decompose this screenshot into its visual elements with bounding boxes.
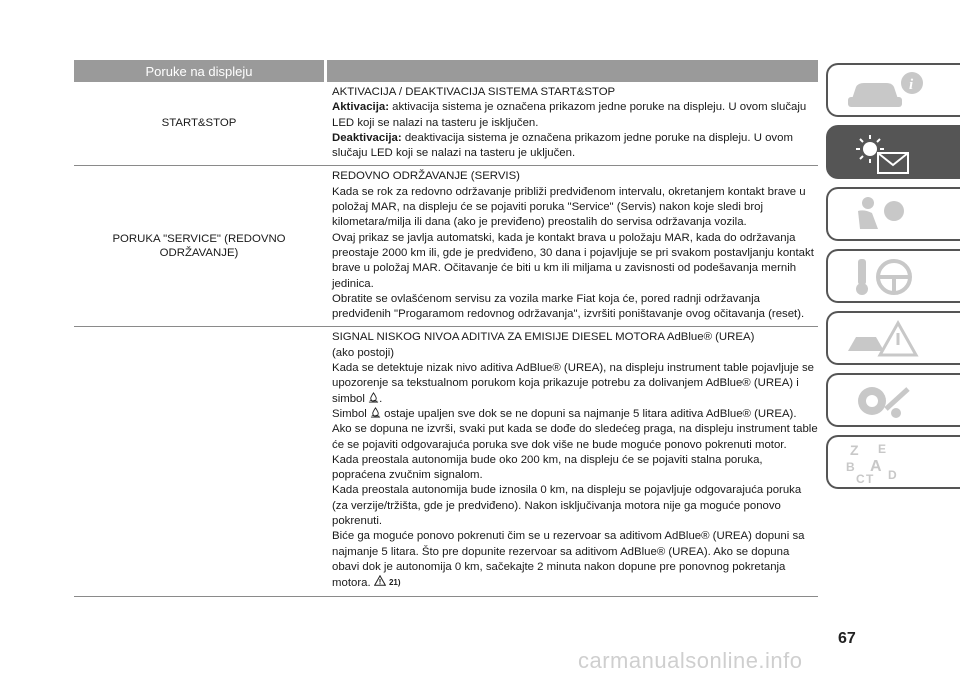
row-label: START&STOP [161,117,237,130]
chapter-tab-safety[interactable] [826,187,960,241]
paragraph: Kada preostala autonomija bude oko 200 km, na displeju će se pojaviti stalna poruka, popraćena zvučnim signalom. [332,453,763,482]
chapter-tab-vehicle[interactable] [826,63,960,117]
page-number: 67 [838,630,856,647]
row-subheading: (ako postoji) [332,346,395,359]
table-row [74,82,818,166]
table-header [74,60,818,82]
key-steering-wheel-icon [842,255,932,299]
row-label [74,327,324,595]
svg-text:Z: Z [850,442,859,458]
chapter-tab-starting[interactable] [826,249,960,303]
chapter-tab-maintenance[interactable] [826,373,960,427]
activation-text: aktivacija sistema je označena prikazom jedne poruke na displeju. U ovom slučaju LED koji se nalazi na tasteru je isključen. [332,101,807,129]
chapter-tab-dashboard[interactable] [826,125,960,179]
paragraph: Ovaj prikaz se javlja automatski, kada je kontakt brava u položaju MAR, kada do održavanja preostaje 2000 km ili, gde je predviđeno, 30 dana i pojavljuje se pri svakom postavljanju kontakt brave u položaj MAR. Očitavanje će biti u km ili miljama u zavisnosti od podešavanja mernih jedinica. [332,231,814,290]
paragraph: ostaje upaljen sve dok se ne dopuni sa najmanje 5 litara aditiva AdBlue® (UREA). Ako se dopuna ne izvrši, svaki put kada se dođe do sledećeg praga, na displeju instrument table će se pojaviti odgovarajuća poruka sve dok više ne bude moguće ponovo pokrenuti motor. [332,407,818,451]
row-heading: AKTIVACIJA / DEAKTIVACIJA SISTEMA START&STOP [332,86,616,98]
paragraph: Biće ga moguće ponovo pokrenuti čim se u rezervoar sa aditivom AdBlue® (UREA) dopuni sa najmanje 5 litara. Što pre dopunite rezervoar sa aditivom AdBlue® (UREA). Ako se dopuna obavi dok je autonomija 0 km, sačekajte 2 minuta nakon dopune pre ponovnog pokretanja motora. [332,530,805,590]
row-description [324,82,818,165]
deactivation-label: Deaktivacija: [332,131,402,144]
car-crash-warning-icon [842,317,932,361]
row-description [324,166,818,326]
row-heading: REDOVNO ODRŽAVANJE (SERVIS) [332,170,520,183]
paragraph: Obratite se ovlašćenom servisu za vozila marke Fiat koja će, pored radnji održavanja predviđenih "Progaramom redovnog održavanja", izvršiti poništavanje ovog očitavanja (reset). [332,292,805,321]
index-letters-icon [842,441,932,485]
table-row [74,166,818,327]
warning-triangle-icon [374,575,386,586]
svg-text:D: D [888,468,897,482]
chapter-tab-index[interactable] [826,435,960,489]
chapter-sidebar [826,63,960,497]
paragraph: Kada preostala autonomija bude iznosila 0 km, na displeju se pojavljuje odgovarajuća poruka (za verzije/tržišta, gde je predviđeno). Nakon isključivanja motora nije ga moguće ponovo pokrenuti. [332,484,802,528]
watermark: carmanualsonline.info [578,648,803,673]
activation-label: Aktivacija: [332,101,389,114]
service-wrench-icon [842,379,932,423]
chapter-tab-emergency[interactable] [826,311,960,365]
seat-airbag-icon [842,193,932,237]
footnote-ref: 21) [388,578,401,588]
row-label: PORUKA "SERVICE" (REDOVNO ODRŽAVANJE) [112,232,286,260]
paragraph: Kada se detektuje nizak nivo aditiva AdBlue® (UREA), na displeju instrument table pojavljuje se upozorenje sa tekstualnom porukom koja prikazuje potrebu za dolivanjem AdBlue® (UREA) i simbol [332,362,815,405]
svg-text:T: T [866,472,874,485]
messages-table [74,82,818,597]
svg-text:E: E [878,442,887,456]
adblue-icon [370,407,381,418]
svg-text:i: i [909,77,914,93]
table-header-blank [327,60,818,82]
deactivation-text: deaktivacija sistema je označena prikazom jedne poruke na displeju. U ovom slučaju LED koji se nalazi na tasteru je uključen. [332,131,793,160]
svg-text:C: C [856,472,865,485]
row-heading: SIGNAL NISKOG NIVOA ADITIVA ZA EMISIJE DIESEL MOTORA AdBlue® (UREA) [332,331,755,344]
paragraph: Kada se rok za redovno održavanje približi predviđenom intervalu, okretanjem kontakt brave u položaj MAR, na displeju će se pojaviti poruka "Service" (Servis) nakon koje sledi broj kilometara/milja ili dana (ako je previđeno) preostalih do servisa održavanja vozila. [332,185,806,229]
svg-text:B: B [846,460,855,474]
table-header-title: Poruke na displeju [74,60,324,82]
warning-light-message-icon [842,131,932,175]
svg-text:A: A [870,458,882,475]
table-row [74,327,818,596]
car-info-icon [842,69,932,113]
adblue-icon [368,392,379,403]
row-description: SIGNAL NISKOG NIVOA ADITIVA ZA EMISIJE DIESEL MOTORA AdBlue® (UREA) (ako postoji) Kada se detektuje nizak nivo aditiva AdBlue® (UREA), na displeju instrument table pojavljuje se upozorenje sa tekstualnom porukom koja prikazuje potrebu za dolivanjem AdBlue® (UREA) i simbol . Simbol ostaje upaljen sve dok se ne dopuni sa najmanje 5 litara aditiva AdBlue® (UREA). Ako se dopuna ne izvrši, svaki put kada se dođe do sledećeg praga, na displeju instrument table će se pojaviti odgovarajuća poruka sve dok više ne bude moguće ponovo pokrenuti motor. Kada preostala autonomija bude oko 200 km, na displeju će se pojaviti stalna poruka, popraćena zvučnim signalom. Kada preostala autonomija bude iznosila 0 km, na displeju se pojavljuje odgovarajuća poruka (za verzije/tržišta, gde je predviđeno). Nakon isključivanja motora nije ga moguće ponovo pokrenuti. Biće ga moguće ponovo pokrenuti čim se u rezervoar sa aditivom AdBlue® (UREA) dopuni sa najmanje 5 litara. Što pre dopunite rezervoar sa aditivom AdBlue® (UREA). Ako se dopuna obavi dok je autonomija 0 km, sačekajte 2 minuta nakon dopune pre ponovnog pokretanja motora. 21) [332,331,818,590]
